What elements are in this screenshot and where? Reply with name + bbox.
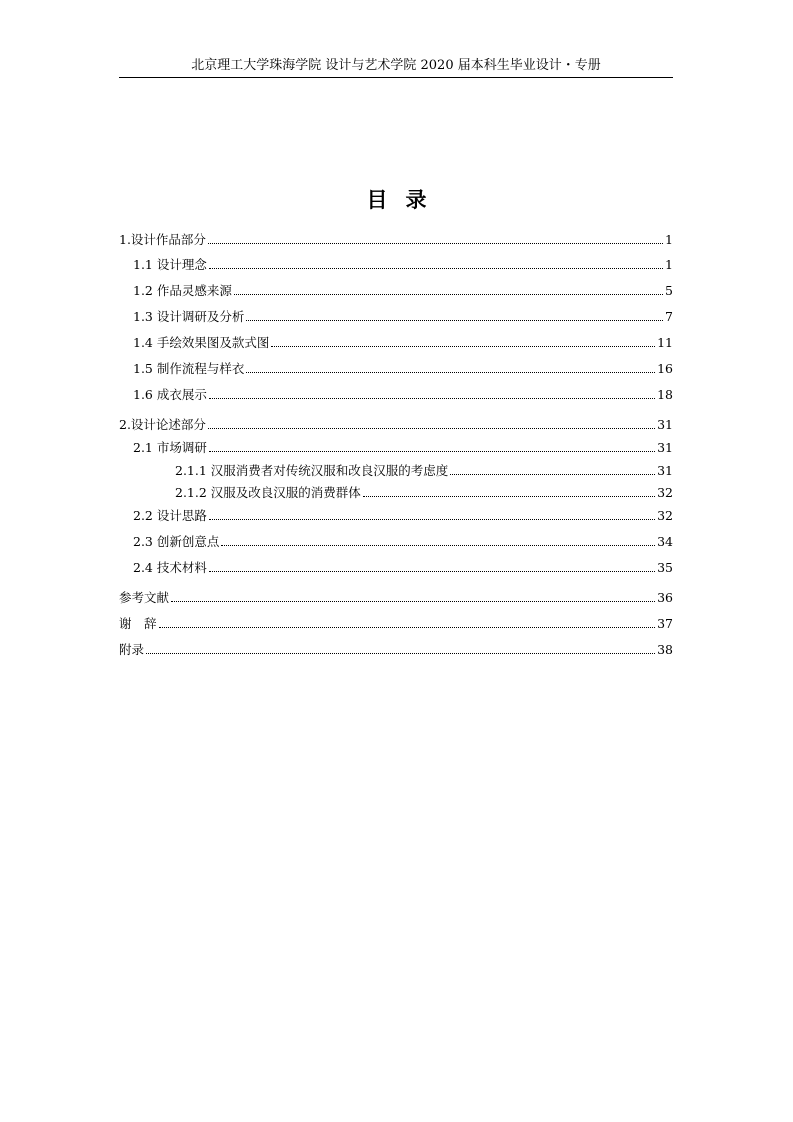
toc-entry-label: 谢 辞: [119, 616, 157, 631]
toc-leader-dots: [209, 571, 655, 572]
toc-entry-1-5[interactable]: [133, 355, 673, 377]
toc-entry-label: 2.设计论述部分: [119, 417, 206, 432]
toc-entry-label: 1.5 制作流程与样衣: [133, 361, 245, 376]
toc-leader-dots: [209, 398, 655, 399]
toc-entry-label: 附录: [119, 642, 145, 657]
toc-leader-dots: [209, 451, 655, 452]
toc-leader-dots: [146, 653, 655, 654]
toc-leader-dots: [171, 601, 655, 602]
toc-entry-page: 34: [657, 534, 673, 549]
page-header: 北京理工大学珠海学院 设计与艺术学院 2020 届本科生毕业设计・专册: [119, 57, 673, 78]
toc-entry-page: 31: [657, 463, 673, 478]
toc-entry-2-1-1[interactable]: [175, 457, 673, 479]
toc-entry-label: 1.6 成衣展示: [133, 387, 207, 402]
toc-entry-label: 2.4 技术材料: [133, 560, 207, 575]
toc-entry-1-4[interactable]: [133, 329, 673, 351]
toc-entry-1-3[interactable]: [133, 303, 673, 325]
toc-entry-2-3[interactable]: [133, 528, 673, 550]
toc-entry-label: 1.3 设计调研及分析: [133, 309, 245, 324]
toc-entry-page: 32: [657, 508, 673, 523]
toc-entry-1-6[interactable]: [133, 381, 673, 403]
toc-entry-label: 1.1 设计理念: [133, 257, 207, 272]
toc-entry-appendix[interactable]: [119, 636, 673, 658]
toc-entry-label: 2.1 市场调研: [133, 440, 207, 455]
toc-entry-page: 16: [657, 361, 673, 376]
toc-leader-dots: [208, 243, 663, 244]
toc-entry-2-4[interactable]: [133, 554, 673, 576]
toc-leader-dots: [450, 474, 655, 475]
toc-entry-page: 1: [665, 257, 673, 272]
toc-entry-label: 2.3 创新创意点: [133, 534, 220, 549]
toc-entry-2-1[interactable]: [133, 434, 673, 456]
toc-leader-dots: [209, 268, 663, 269]
toc-entry-1-2[interactable]: [133, 277, 673, 299]
toc-entry-page: 37: [657, 616, 673, 631]
toc-entry-2-1-2[interactable]: [175, 479, 673, 501]
toc-leader-dots: [271, 346, 655, 347]
toc-entry-1[interactable]: [119, 226, 673, 248]
toc-leader-dots: [221, 545, 655, 546]
toc-entry-label: 1.设计作品部分: [119, 232, 206, 247]
toc-entry-page: 5: [665, 283, 673, 298]
toc-leader-dots: [234, 294, 663, 295]
toc-leader-dots: [363, 496, 655, 497]
toc-entry-label: 2.1.2 汉服及改良汉服的消费群体: [175, 485, 361, 500]
toc-leader-dots: [209, 519, 655, 520]
toc-entry-label: 1.2 作品灵感来源: [133, 283, 232, 298]
toc-entry-page: 18: [657, 387, 673, 402]
toc-entry-page: 35: [657, 560, 673, 575]
toc-entry-label: 2.2 设计思路: [133, 508, 207, 523]
toc-title: 目录: [366, 188, 445, 212]
toc-entry-page: 36: [657, 590, 673, 605]
toc-entry-1-1[interactable]: [133, 251, 673, 273]
toc-entry-label: 参考文献: [119, 590, 170, 605]
toc-entry-page: 31: [657, 417, 673, 432]
toc-leader-dots: [159, 627, 656, 628]
toc-leader-dots: [246, 320, 663, 321]
toc-entry-label: 1.4 手绘效果图及款式图: [133, 335, 270, 350]
toc-leader-dots: [246, 372, 655, 373]
toc-entry-references[interactable]: [119, 584, 673, 606]
toc-entry-page: 31: [657, 440, 673, 455]
toc-entry-page: 38: [657, 642, 673, 657]
toc-entry-2[interactable]: [119, 411, 673, 433]
toc-entry-page: 1: [665, 232, 673, 247]
toc-entry-label: 2.1.1 汉服消费者对传统汉服和改良汉服的考虑度: [175, 463, 449, 478]
toc-entry-acknowledgements[interactable]: [119, 610, 673, 632]
toc-entry-page: 32: [657, 485, 673, 500]
toc-leader-dots: [208, 428, 655, 429]
toc-entry-page: 11: [657, 335, 673, 350]
toc-entry-2-2[interactable]: [133, 502, 673, 524]
toc-entry-page: 7: [665, 309, 673, 324]
